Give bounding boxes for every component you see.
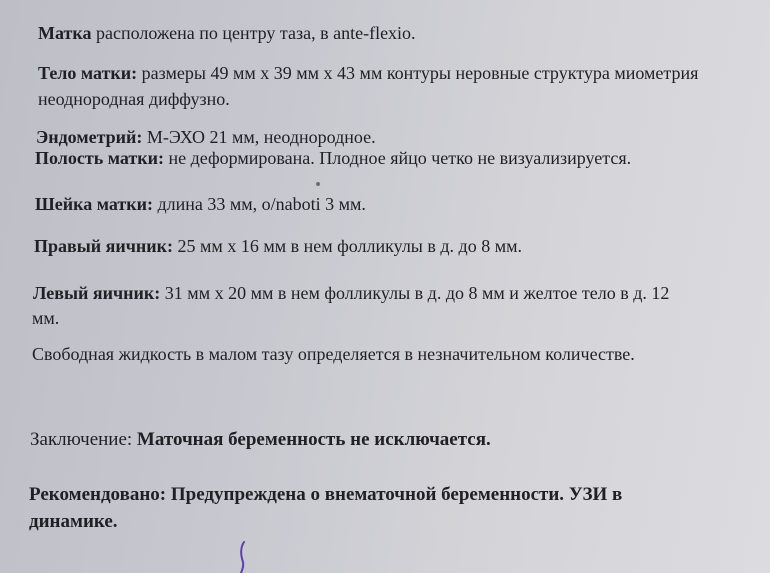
left-ovary-text: 31 мм х 20 мм в нем фолликулы в д. до 8 мм и желтое тело в д. 12: [160, 283, 670, 303]
endometrium-text: М-ЭХО 21 мм, неоднородное.: [142, 127, 376, 147]
recommendation-line: [29, 484, 622, 506]
recommendation-label: Рекомендовано:: [29, 484, 167, 505]
right-ovary-line: [34, 235, 522, 257]
left-ovary-line: [33, 282, 669, 304]
recommendation-text: Предупреждена о внематочной беременности. УЗИ в: [166, 484, 623, 505]
left-ovary-text-cont: мм.: [32, 308, 60, 328]
right-ovary-label: Правый яичник:: [34, 236, 174, 256]
cervix-line: [35, 193, 366, 215]
cervix-label: Шейка матки:: [35, 194, 153, 214]
conclusion-text: Маточная беременность не исключается.: [132, 429, 491, 450]
conclusion-line: [30, 429, 491, 451]
uterus-body-label: Тело матки:: [38, 63, 138, 83]
cervix-text: длина 33 мм, о/naboti 3 мм.: [152, 194, 366, 214]
uterine-cavity-text: не деформирована. Плодное яйцо четко не визуализируется.: [163, 148, 632, 168]
uterus-body-line: [38, 62, 698, 84]
recommendation-line-cont: [29, 511, 118, 533]
uterine-cavity-label: Полость матки:: [35, 148, 164, 168]
conclusion-label: Заключение:: [30, 429, 133, 450]
uterine-cavity-line: [35, 147, 631, 169]
uterus-label: Матка: [38, 23, 92, 43]
uterus-body-text-cont: неоднородная диффузно.: [38, 89, 230, 109]
recommendation-text-cont: динамике.: [29, 511, 118, 532]
right-ovary-text: 25 мм х 16 мм в нем фолликулы в д. до 8 мм.: [173, 236, 523, 256]
free-fluid-line: [32, 343, 635, 365]
free-fluid-text: Свободная жидкость в малом тазу определяется в незначительном количестве.: [32, 344, 635, 364]
paper-speck: [316, 182, 320, 186]
uterus-line: [38, 22, 416, 44]
uterus-body-line-cont: [38, 88, 230, 110]
uterus-text: расположена по центру таза, в ante-flexio.: [91, 23, 416, 43]
left-ovary-line-cont: [32, 307, 59, 329]
endometrium-line: [36, 126, 376, 148]
pen-stroke-mark: [232, 540, 252, 573]
uterus-body-text: размеры 49 мм х 39 мм х 43 мм контуры неровные структура миометрия: [137, 63, 699, 83]
left-ovary-label: Левый яичник:: [33, 283, 161, 303]
endometrium-label: Эндометрий:: [36, 127, 143, 147]
